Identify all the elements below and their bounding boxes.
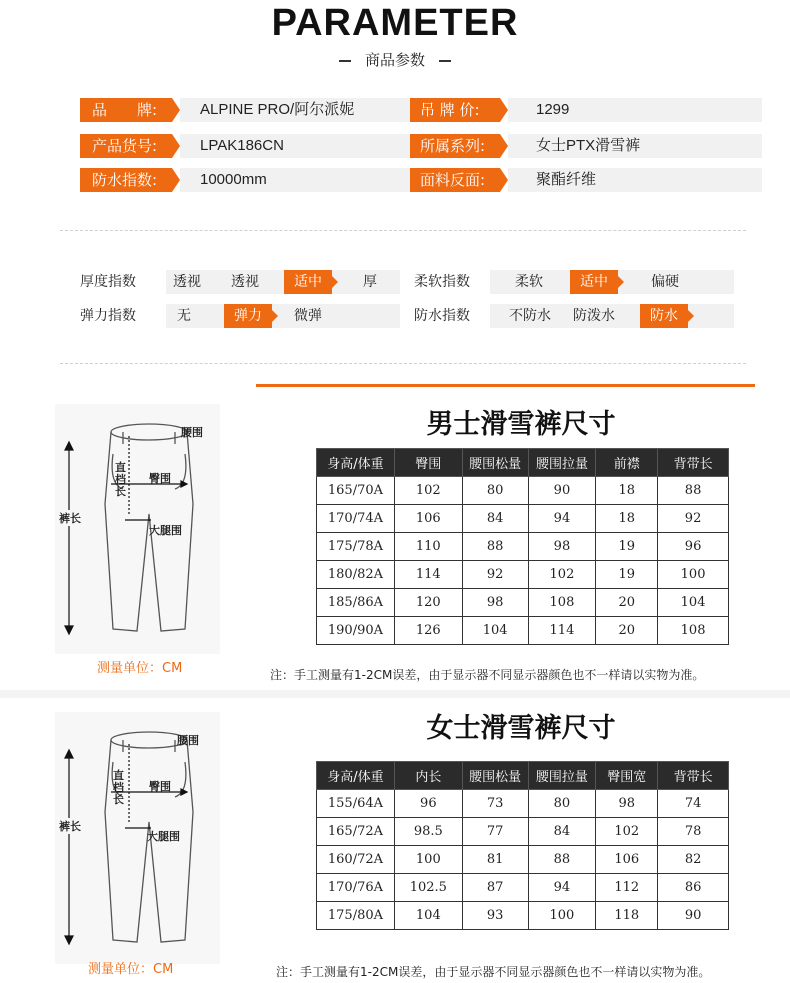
table-cell: 84 [462, 505, 528, 533]
table-row [317, 617, 729, 645]
diagram-label-waist: 腰围 [177, 734, 199, 747]
index-row-softness [414, 270, 734, 294]
diagram-label-rise: 直档长 [115, 461, 126, 498]
table-cell: 19 [596, 561, 658, 589]
table-cell: 78 [658, 818, 729, 846]
table-cell: 77 [462, 818, 528, 846]
column-header: 内长 [394, 762, 462, 790]
index-label: 厚度指数 [80, 270, 166, 294]
param-value: 聚酯纤维 [508, 168, 762, 192]
table-row [317, 874, 729, 902]
table-cell: 102.5 [394, 874, 462, 902]
index-option: 无 [177, 308, 191, 324]
men-size-title: 男士滑雪裤尺寸 [426, 409, 616, 440]
index-option-selected: 适中 [284, 270, 332, 294]
table-row [317, 505, 729, 533]
table-cell: 94 [528, 505, 596, 533]
table-cell: 100 [658, 561, 729, 589]
divider [60, 363, 746, 364]
women-note: 注：手工测量有1-2CM误差，由于显示器不同显示器颜色也不一样请以实物为准。 [276, 965, 711, 979]
param-label: 产品货号: [80, 134, 172, 158]
pants-diagram-women [55, 712, 220, 964]
table-cell: 94 [528, 874, 596, 902]
index-option: 厚 [363, 274, 377, 290]
women-size-title: 女士滑雪裤尺寸 [426, 713, 616, 744]
table-cell: 100 [394, 846, 462, 874]
table-cell: 112 [596, 874, 658, 902]
table-cell: 20 [596, 617, 658, 645]
column-header: 腰围拉量 [528, 762, 596, 790]
table-cell: 86 [658, 874, 729, 902]
table-cell: 88 [528, 846, 596, 874]
index-option: 透视 [231, 274, 259, 290]
table-cell: 120 [394, 589, 462, 617]
diagram-label-length: 裤长 [59, 512, 81, 525]
index-option-selected: 防水 [640, 304, 688, 328]
table-row [317, 846, 729, 874]
table-cell: 114 [394, 561, 462, 589]
table-cell: 90 [528, 477, 596, 505]
table-cell: 81 [462, 846, 528, 874]
table-cell: 114 [528, 617, 596, 645]
column-header: 臀围宽 [596, 762, 658, 790]
param-value: 女士PTX滑雪裤 [508, 134, 762, 158]
param-label: 品 牌: [80, 98, 172, 122]
divider [60, 230, 746, 231]
index-row-elasticity [80, 304, 400, 328]
table-row [317, 561, 729, 589]
table-header-row [317, 449, 729, 477]
table-cell: 93 [462, 902, 528, 930]
index-option-selected: 适中 [570, 270, 618, 294]
diagram-label-waist: 腰围 [181, 426, 203, 439]
table-cell: 165/70A [317, 477, 395, 505]
unit-label-women: 测量单位：CM [88, 962, 174, 977]
index-row-thickness [80, 270, 400, 294]
param-label: 防水指数: [80, 168, 172, 192]
index-option: 透视 [173, 274, 201, 290]
index-row-waterproof [414, 304, 734, 328]
param-value: 10000mm [180, 168, 500, 192]
table-cell: 102 [394, 477, 462, 505]
section-accent-bar [256, 384, 755, 387]
diagram-label-thigh: 大腿围 [147, 830, 180, 843]
table-cell: 90 [658, 902, 729, 930]
table-cell: 96 [658, 533, 729, 561]
pants-outline-icon [55, 404, 220, 654]
table-cell: 80 [528, 790, 596, 818]
table-cell: 118 [596, 902, 658, 930]
index-option: 微弹 [294, 308, 322, 324]
table-cell: 98 [596, 790, 658, 818]
table-cell: 74 [658, 790, 729, 818]
table-cell: 165/72A [317, 818, 395, 846]
table-cell: 102 [596, 818, 658, 846]
table-row [317, 589, 729, 617]
table-cell: 185/86A [317, 589, 395, 617]
table-cell: 108 [658, 617, 729, 645]
table-cell: 175/78A [317, 533, 395, 561]
table-cell: 104 [658, 589, 729, 617]
index-option: 不防水 [509, 308, 551, 324]
table-cell: 98.5 [394, 818, 462, 846]
table-cell: 100 [528, 902, 596, 930]
table-cell: 106 [394, 505, 462, 533]
table-cell: 82 [658, 846, 729, 874]
param-value: LPAK186CN [180, 134, 500, 158]
table-cell: 88 [462, 533, 528, 561]
diagram-label-length: 裤长 [59, 820, 81, 833]
table-header-row [317, 762, 729, 790]
table-cell: 170/76A [317, 874, 395, 902]
men-size-table [316, 448, 729, 645]
column-header: 身高/体重 [317, 762, 395, 790]
diagram-label-rise: 直档长 [113, 769, 124, 806]
table-cell: 18 [596, 477, 658, 505]
diagram-label-hip: 臀围 [149, 780, 171, 793]
table-cell: 104 [462, 617, 528, 645]
param-label: 所属系列: [410, 134, 500, 158]
table-cell: 92 [658, 505, 729, 533]
column-header: 臀围 [394, 449, 462, 477]
diagram-label-hip: 臀围 [149, 472, 171, 485]
table-cell: 98 [528, 533, 596, 561]
table-cell: 104 [394, 902, 462, 930]
table-cell: 126 [394, 617, 462, 645]
table-cell: 190/90A [317, 617, 395, 645]
table-row [317, 477, 729, 505]
table-cell: 102 [528, 561, 596, 589]
index-option: 偏硬 [651, 274, 679, 290]
table-cell: 170/74A [317, 505, 395, 533]
table-cell: 155/64A [317, 790, 395, 818]
table-cell: 160/72A [317, 846, 395, 874]
table-cell: 20 [596, 589, 658, 617]
index-label: 弹力指数 [80, 304, 166, 328]
param-label: 面料反面: [410, 168, 500, 192]
diagram-label-thigh: 大腿围 [149, 524, 182, 537]
index-option: 防泼水 [573, 308, 615, 324]
page-subtitle [0, 49, 790, 70]
param-value: ALPINE PRO/阿尔派妮 [180, 98, 500, 122]
table-cell: 87 [462, 874, 528, 902]
table-cell: 18 [596, 505, 658, 533]
section-separator [0, 690, 790, 698]
dash-left [339, 60, 351, 62]
dash-right [439, 60, 451, 62]
table-cell: 96 [394, 790, 462, 818]
table-cell: 110 [394, 533, 462, 561]
index-label: 防水指数 [414, 304, 490, 328]
index-label: 柔软指数 [414, 270, 490, 294]
table-cell: 88 [658, 477, 729, 505]
subtitle-text: 商品参数 [364, 51, 425, 69]
men-note: 注：手工测量有1-2CM误差，由于显示器不同显示器颜色也不一样请以实物为准。 [270, 668, 705, 682]
index-option-selected: 弹力 [224, 304, 272, 328]
unit-label-men: 测量单位：CM [97, 661, 183, 676]
table-row [317, 902, 729, 930]
table-row [317, 790, 729, 818]
table-cell: 19 [596, 533, 658, 561]
pants-diagram-men [55, 404, 220, 654]
column-header: 前襟 [596, 449, 658, 477]
table-cell: 175/80A [317, 902, 395, 930]
table-cell: 106 [596, 846, 658, 874]
table-cell: 80 [462, 477, 528, 505]
param-label: 吊 牌 价: [410, 98, 500, 122]
column-header: 身高/体重 [317, 449, 395, 477]
table-row [317, 818, 729, 846]
column-header: 腰围松量 [462, 762, 528, 790]
column-header: 腰围松量 [462, 449, 528, 477]
page-title: PARAMETER [271, 2, 519, 44]
param-value: 1299 [508, 98, 762, 122]
table-cell: 84 [528, 818, 596, 846]
women-size-table [316, 761, 729, 930]
index-option: 柔软 [515, 274, 543, 290]
table-cell: 73 [462, 790, 528, 818]
table-cell: 92 [462, 561, 528, 589]
table-cell: 180/82A [317, 561, 395, 589]
table-row [317, 533, 729, 561]
column-header: 腰围拉量 [528, 449, 596, 477]
pants-outline-icon [55, 712, 220, 964]
column-header: 背带长 [658, 449, 729, 477]
table-cell: 108 [528, 589, 596, 617]
column-header: 背带长 [658, 762, 729, 790]
table-cell: 98 [462, 589, 528, 617]
